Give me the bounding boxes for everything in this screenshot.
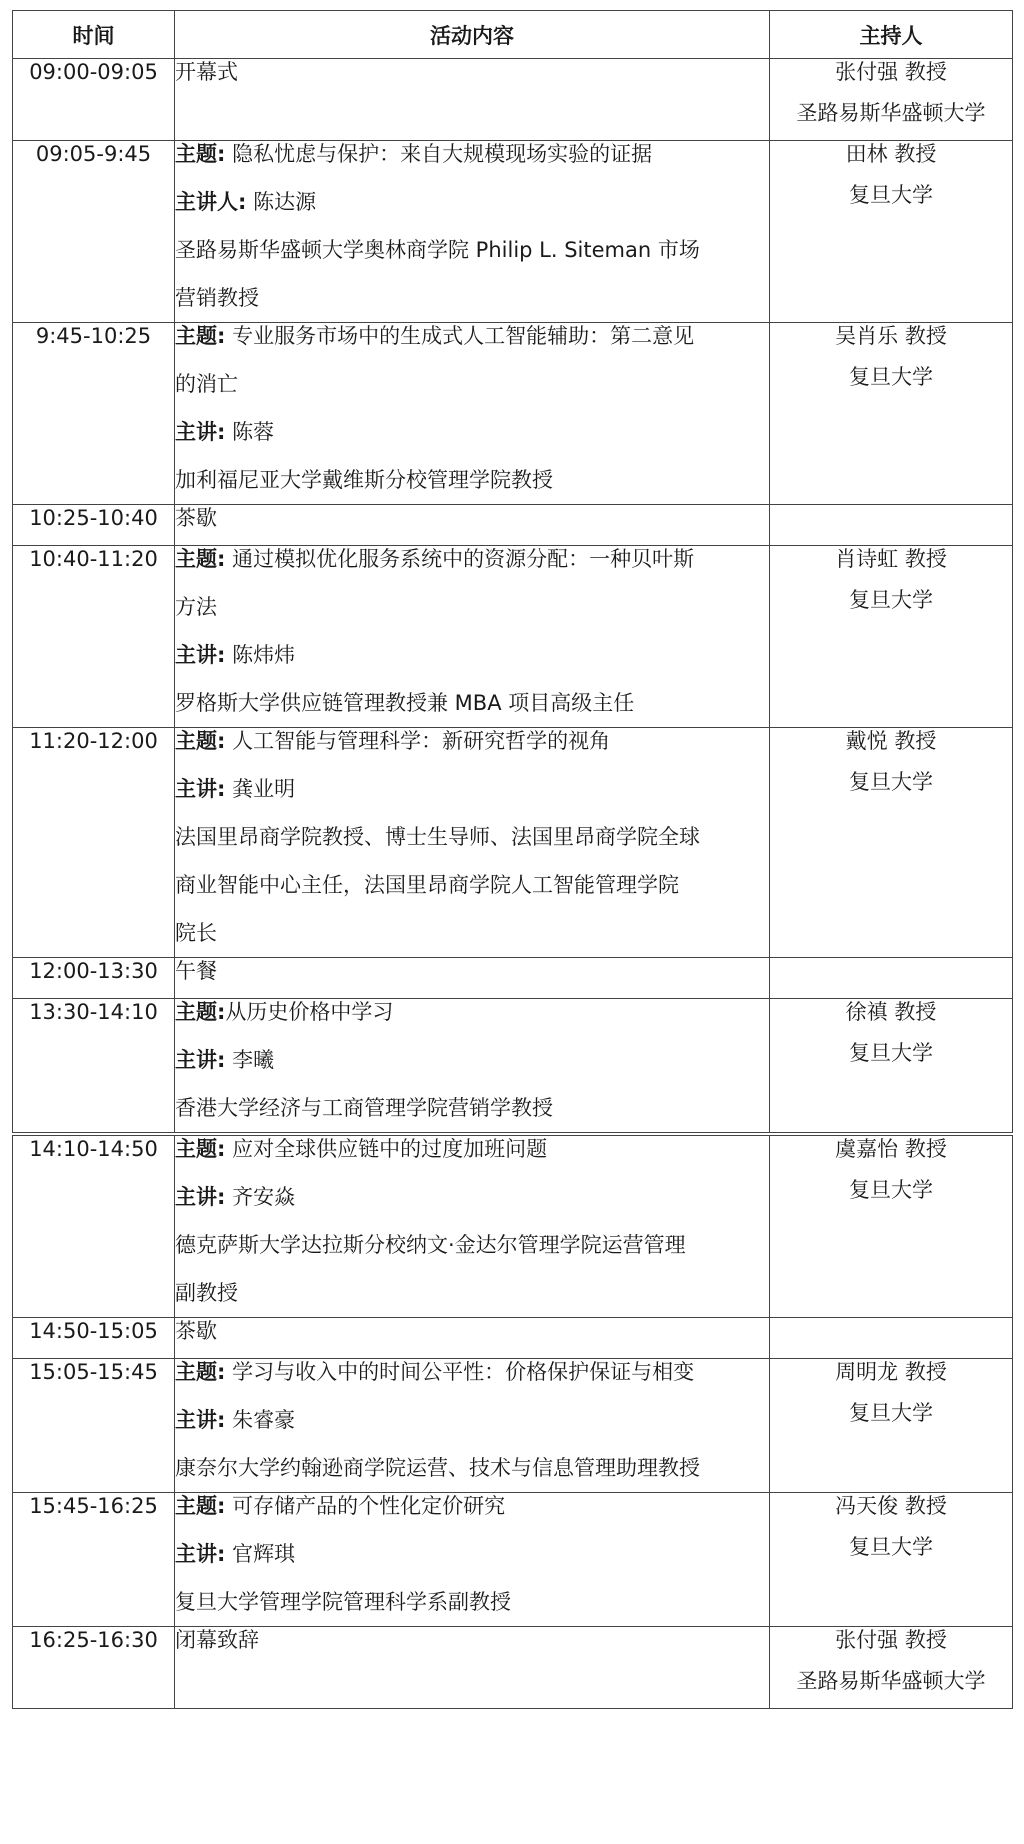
time-cell: 16:25-16:30	[13, 1627, 175, 1709]
time-cell: 10:25-10:40	[13, 505, 175, 546]
content-line	[175, 1125, 769, 1173]
content-text: 加利福尼亚大学戴维斯分校管理学院教授	[175, 468, 553, 492]
content-line	[175, 583, 769, 631]
content-label: 主题:	[175, 1494, 226, 1518]
content-line	[175, 717, 769, 765]
content-line	[175, 1530, 769, 1578]
host-affiliation: 复旦大学	[849, 770, 933, 794]
content-label: 主题:	[175, 1137, 226, 1161]
time-cell: 10:40-11:20	[13, 546, 175, 728]
content-text: 罗格斯大学供应链管理教授兼 MBA 项目高级主任	[175, 691, 635, 715]
host-affiliation: 圣路易斯华盛顿大学	[796, 101, 986, 125]
content-line	[175, 765, 769, 813]
content-label: 主题:	[175, 142, 226, 166]
host-name: 戴悦 教授	[845, 729, 937, 753]
content-line	[175, 813, 769, 861]
content-line	[175, 1348, 769, 1396]
host-affiliation: 复旦大学	[849, 1178, 933, 1202]
content-line	[175, 631, 769, 679]
content-text: 李曦	[225, 1048, 275, 1072]
content-line	[175, 48, 769, 96]
time-cell: 15:45-16:25	[13, 1493, 175, 1627]
header-time: 时间	[13, 11, 175, 59]
content-cell	[175, 59, 770, 141]
header-host: 主持人	[770, 11, 1013, 59]
content-cell	[175, 1359, 770, 1493]
time-cell: 9:45-10:25	[13, 323, 175, 505]
host-cell	[770, 1493, 1013, 1627]
host-cell	[770, 323, 1013, 505]
host-name: 肖诗虹 教授	[835, 547, 947, 571]
host-name: 周明龙 教授	[835, 1360, 947, 1384]
content-text: 营销教授	[175, 286, 259, 310]
host-affiliation: 复旦大学	[849, 365, 933, 389]
schedule-row	[13, 141, 1013, 323]
content-text: 官辉琪	[225, 1542, 296, 1566]
host-cell	[770, 1134, 1013, 1318]
content-label: 主题:	[175, 324, 226, 348]
content-text: 齐安焱	[225, 1185, 296, 1209]
content-line	[175, 1221, 769, 1269]
schedule-row	[13, 546, 1013, 728]
content-label: 主题:	[175, 1360, 226, 1384]
schedule-row	[13, 1627, 1013, 1709]
content-text: 圣路易斯华盛顿大学奥林商学院 Philip L. Siteman 市场	[175, 238, 700, 262]
content-cell	[175, 1627, 770, 1709]
content-label: 主题:	[175, 547, 226, 571]
content-text: 隐私忧虑与保护：来自大规模现场实验的证据	[225, 142, 653, 166]
time-cell: 13:30-14:10	[13, 999, 175, 1135]
host-cell	[770, 728, 1013, 958]
host-name: 张付强 教授	[835, 60, 947, 84]
content-text: 专业服务市场中的生成式人工智能辅助：第二意见	[225, 324, 695, 348]
content-line	[175, 178, 769, 226]
content-text: 香港大学经济与工商管理学院营销学教授	[175, 1096, 553, 1120]
content-line	[175, 861, 769, 909]
content-text: 陈炜炜	[225, 643, 296, 667]
content-label: 主题:	[175, 729, 226, 753]
host-cell	[770, 546, 1013, 728]
host-affiliation: 复旦大学	[849, 1401, 933, 1425]
schedule-row	[13, 1493, 1013, 1627]
content-cell	[175, 728, 770, 958]
schedule-row	[13, 59, 1013, 141]
content-line	[175, 535, 769, 583]
content-text: 从历史价格中学习	[225, 1000, 394, 1024]
schedule-row	[13, 999, 1013, 1135]
content-label: 主讲:	[175, 420, 226, 444]
schedule-row	[13, 323, 1013, 505]
content-text: 应对全球供应链中的过度加班问题	[225, 1137, 548, 1161]
time-cell: 12:00-13:30	[13, 958, 175, 999]
host-cell	[770, 1627, 1013, 1709]
content-line	[175, 1173, 769, 1221]
host-cell	[770, 999, 1013, 1135]
time-cell: 11:20-12:00	[13, 728, 175, 958]
host-name: 田林 教授	[845, 142, 937, 166]
host-cell	[770, 1359, 1013, 1493]
content-line	[175, 226, 769, 274]
content-text: 的消亡	[175, 372, 238, 396]
schedule-body	[13, 59, 1013, 1709]
content-text: 陈达源	[246, 190, 317, 214]
content-text: 法国里昂商学院教授、博士生导师、法国里昂商学院全球	[175, 825, 700, 849]
content-label: 主题:	[175, 1000, 226, 1024]
content-text: 院长	[175, 921, 217, 945]
content-text: 德克萨斯大学达拉斯分校纳文·金达尔管理学院运营管理	[175, 1233, 686, 1257]
time-cell: 09:05-9:45	[13, 141, 175, 323]
content-line	[175, 1036, 769, 1084]
content-text: 朱睿豪	[225, 1408, 296, 1432]
content-text: 康奈尔大学约翰逊商学院运营、技术与信息管理助理教授	[175, 1456, 700, 1480]
content-text: 陈蓉	[225, 420, 275, 444]
time-cell: 14:50-15:05	[13, 1318, 175, 1359]
content-text: 茶歇	[175, 506, 217, 530]
host-affiliation: 复旦大学	[849, 1535, 933, 1559]
host-affiliation: 复旦大学	[849, 183, 933, 207]
content-cell	[175, 1134, 770, 1318]
host-cell	[770, 141, 1013, 323]
header-content: 活动内容	[175, 11, 770, 59]
content-cell	[175, 323, 770, 505]
content-text: 可存储产品的个性化定价研究	[225, 1494, 506, 1518]
content-line	[175, 1396, 769, 1444]
host-affiliation: 圣路易斯华盛顿大学	[796, 1669, 986, 1693]
content-line	[175, 360, 769, 408]
schedule-table	[12, 10, 1013, 1709]
content-text: 闭幕致辞	[175, 1628, 259, 1652]
content-line	[175, 312, 769, 360]
content-text: 通过模拟优化服务系统中的资源分配：一种贝叶斯	[225, 547, 695, 571]
host-cell	[770, 59, 1013, 141]
content-text: 午餐	[175, 959, 217, 983]
content-text: 学习与收入中的时间公平性：价格保护保证与相变	[225, 1360, 695, 1384]
host-name: 冯天俊 教授	[835, 1494, 947, 1518]
content-text: 开幕式	[175, 60, 238, 84]
host-name: 虞嘉怡 教授	[835, 1137, 947, 1161]
host-affiliation: 复旦大学	[849, 1041, 933, 1065]
content-cell	[175, 1493, 770, 1627]
schedule-row	[13, 728, 1013, 958]
content-text: 茶歇	[175, 1319, 217, 1343]
time-cell: 15:05-15:45	[13, 1359, 175, 1493]
content-label: 主讲:	[175, 1408, 226, 1432]
content-line	[175, 988, 769, 1036]
content-cell	[175, 546, 770, 728]
content-label: 主讲:	[175, 1185, 226, 1209]
content-cell	[175, 141, 770, 323]
content-label: 主讲:	[175, 643, 226, 667]
schedule-row	[13, 1134, 1013, 1318]
content-label: 主讲:	[175, 1542, 226, 1566]
content-text: 人工智能与管理科学：新研究哲学的视角	[225, 729, 611, 753]
content-text: 复旦大学管理学院管理科学系副教授	[175, 1590, 511, 1614]
content-line	[175, 130, 769, 178]
content-line	[175, 408, 769, 456]
host-name: 张付强 教授	[835, 1628, 947, 1652]
content-text: 副教授	[175, 1281, 238, 1305]
host-name: 徐禛 教授	[845, 1000, 937, 1024]
content-label: 主讲:	[175, 777, 226, 801]
content-text: 商业智能中心主任，法国里昂商学院人工智能管理学院	[175, 873, 679, 897]
host-name: 吴肖乐 教授	[835, 324, 947, 348]
content-label: 主讲人:	[175, 190, 247, 214]
time-cell: 09:00-09:05	[13, 59, 175, 141]
content-label: 主讲:	[175, 1048, 226, 1072]
content-text: 方法	[175, 595, 217, 619]
content-cell	[175, 999, 770, 1135]
schedule-row	[13, 1359, 1013, 1493]
content-text: 龚业明	[225, 777, 296, 801]
host-affiliation: 复旦大学	[849, 588, 933, 612]
time-cell: 14:10-14:50	[13, 1134, 175, 1318]
